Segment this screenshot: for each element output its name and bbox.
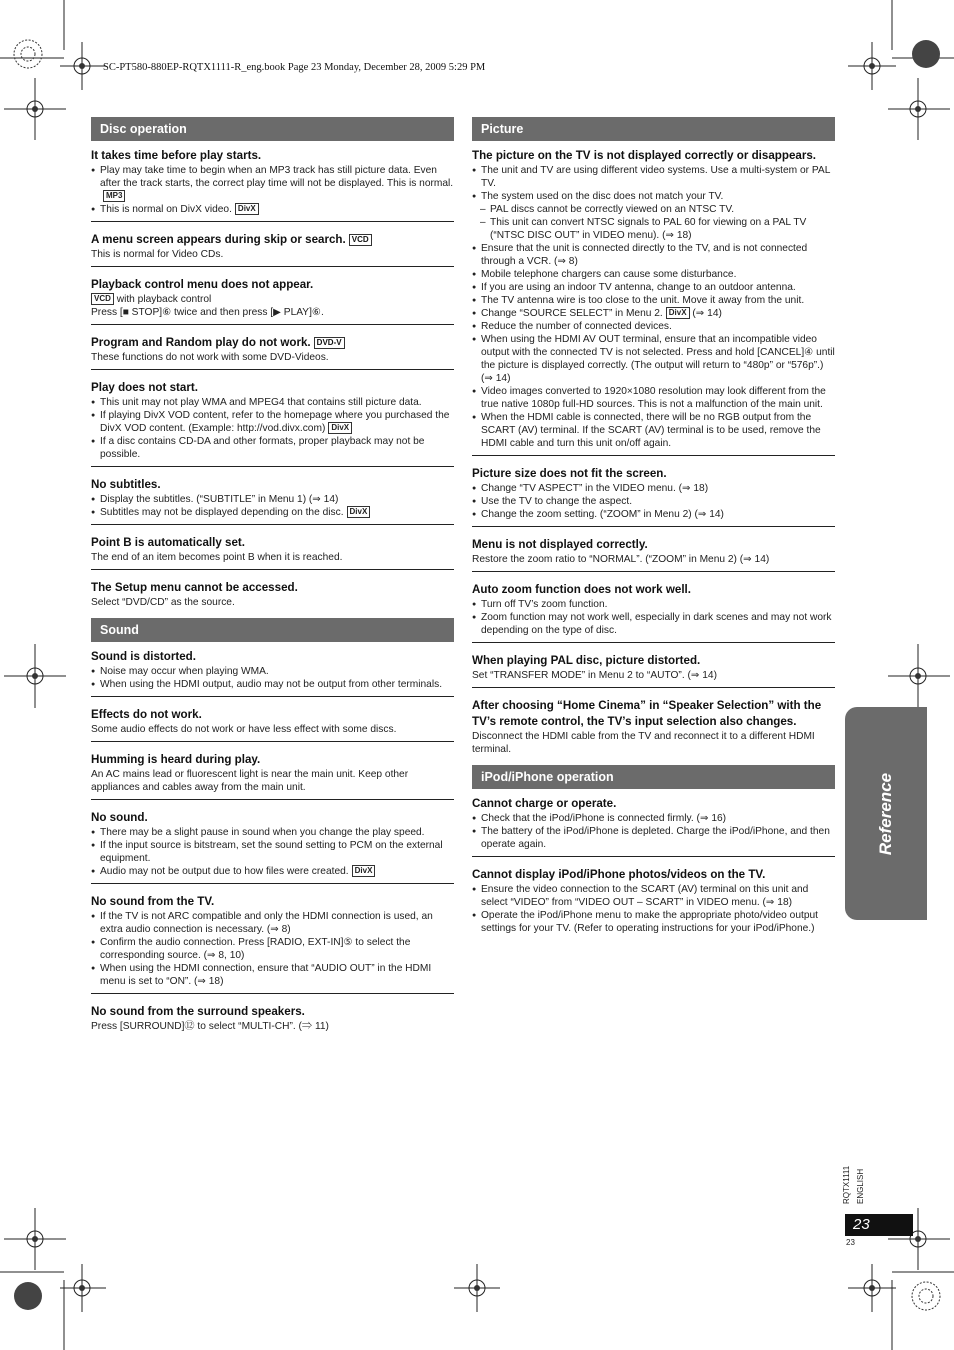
divx-tag: DivX bbox=[352, 865, 376, 877]
bullet: ● Video images converted to 1920×1080 resolution may look different from the true native 1080p full-HD sources. This is not a malfunction of the main unit. bbox=[472, 385, 835, 411]
bullet: ● When using the HDMI output, audio may not be output from other terminals. bbox=[91, 678, 454, 691]
item-title: No sound. bbox=[91, 811, 148, 824]
left-column bbox=[91, 117, 454, 1038]
item-title: Cannot charge or operate. bbox=[472, 797, 617, 810]
item-text: Press [SURROUND]⑫ to select “MULTI-CH”. (⇒ 11) bbox=[91, 1021, 329, 1032]
item-text: Select “DVD/CD” as the source. bbox=[91, 597, 235, 608]
item-title: No sound from the surround speakers. bbox=[91, 1005, 305, 1018]
bullet: ● Change “TV ASPECT” in the VIDEO menu. (⇒ 18) bbox=[472, 482, 835, 495]
trouble-item bbox=[472, 463, 835, 527]
bullet: ● Ensure the video connection to the SCART (AV) terminal on this unit and select “VIDEO” from “VIDEO OUT – SCART” in VIDEO menu. (⇒ 18) bbox=[472, 883, 835, 909]
bullet: ● Change “SOURCE SELECT” in Menu 2. DivX (⇒ 14) bbox=[472, 307, 835, 320]
dvd-v-tag: DVD-V bbox=[314, 337, 345, 349]
item-text: Press [■ STOP]⑥ twice and then press [▶ PLAY]⑥. bbox=[91, 307, 324, 318]
bullet: ● Turn off TV’s zoom function. bbox=[472, 598, 835, 611]
divx-tag: DivX bbox=[666, 307, 690, 319]
item-title: The Setup menu cannot be accessed. bbox=[91, 581, 298, 594]
trouble-item bbox=[91, 332, 454, 370]
bullet: ● When using the HDMI AV OUT terminal, ensure that an incompatible video output with the connected TV is not selected. Press and hold [CANCEL]④ until the picture is displayed correctly. (The output will return to “480p” or “576p”.) (⇒ 14) bbox=[472, 333, 835, 385]
item-title: Playback control menu does not appear. bbox=[91, 278, 314, 291]
trouble-item bbox=[91, 646, 454, 697]
section-heading-ipod-iphone-operation: iPod/iPhone operation bbox=[472, 765, 835, 789]
bullet: ● When the HDMI cable is connected, there will be no RGB output from the SCART (AV) terminal. If the SCART (AV) terminal is to be used, remove the HDMI cable and turn this unit on/off again. bbox=[472, 411, 835, 450]
bullet: ● Audio may not be output due to how files were created. DivX bbox=[91, 865, 454, 878]
divx-tag: DivX bbox=[235, 203, 259, 215]
right-column bbox=[472, 117, 835, 940]
trouble-item bbox=[472, 145, 835, 456]
item-title: A menu screen appears during skip or search. VCD bbox=[91, 232, 454, 248]
item-text: VCD with playback control bbox=[91, 293, 454, 306]
bullet: ● The battery of the iPod/iPhone is depleted. Charge the iPod/iPhone, and then operate again. bbox=[472, 825, 835, 851]
bullet: ● If you are using an indoor TV antenna, change to an outdoor antenna. bbox=[472, 281, 835, 294]
trouble-item bbox=[91, 377, 454, 467]
document-code bbox=[836, 1160, 876, 1204]
bullet: ● There may be a slight pause in sound when you change the play speed. bbox=[91, 826, 454, 839]
page-number: 23 bbox=[845, 1214, 913, 1236]
bullet: ● Play may take time to begin when an MP3 track has still picture data. Even after the track starts, the correct play time will not be displayed. This is normal.MP3 bbox=[91, 164, 454, 203]
trouble-item bbox=[472, 650, 835, 688]
trouble-item bbox=[91, 145, 454, 222]
trouble-item bbox=[91, 749, 454, 800]
trouble-item bbox=[91, 807, 454, 884]
item-title: No sound from the TV. bbox=[91, 895, 215, 908]
item-title: Auto zoom function does not work well. bbox=[472, 583, 691, 596]
mp3-tag: MP3 bbox=[103, 190, 125, 202]
trouble-item bbox=[91, 577, 454, 614]
item-text: An AC mains lead or fluorescent light is near the main unit. Keep other appliances and cables away from the main unit. bbox=[91, 769, 409, 793]
trouble-item bbox=[91, 229, 454, 267]
item-title: Point B is automatically set. bbox=[91, 536, 245, 549]
reference-side-tab bbox=[845, 707, 927, 920]
item-title: When playing PAL disc, picture distorted. bbox=[472, 654, 701, 667]
trouble-item bbox=[472, 864, 835, 940]
section-heading-sound: Sound bbox=[91, 618, 454, 642]
bullet: ● Mobile telephone chargers can cause some disturbance. bbox=[472, 268, 835, 281]
bullet: ● The unit and TV are using different video systems. Use a multi-system or PAL TV. bbox=[472, 164, 835, 190]
side-tab-label: Reference bbox=[876, 772, 895, 855]
bullet: ● This unit may not play WMA and MPEG4 that contains still picture data. bbox=[91, 396, 454, 409]
divx-tag: DivX bbox=[328, 422, 352, 434]
item-text: This is normal for Video CDs. bbox=[91, 249, 224, 260]
bullet: ● If the input source is bitstream, set the sound setting to PCM on the external equipment. bbox=[91, 839, 454, 865]
bullet: ● Use the TV to change the aspect. bbox=[472, 495, 835, 508]
trouble-item bbox=[472, 695, 835, 761]
language-label: ENGLISH bbox=[856, 1168, 865, 1204]
item-title: Play does not start. bbox=[91, 381, 198, 394]
trouble-item bbox=[91, 1001, 454, 1038]
trouble-item bbox=[91, 474, 454, 525]
item-text: Disconnect the HDMI cable from the TV and reconnect it to a different HDMI terminal. bbox=[472, 731, 815, 755]
item-text: These functions do not work with some DVD-Videos. bbox=[91, 352, 329, 363]
bullet: ● Subtitles may not be displayed depending on the disc. DivX bbox=[91, 506, 454, 519]
item-title: Effects do not work. bbox=[91, 708, 202, 721]
trouble-item bbox=[91, 532, 454, 570]
bullet: ● If the TV is not ARC compatible and only the HDMI connection is used, an extra audio connection is necessary. (⇒ 8) bbox=[91, 910, 454, 936]
page-number-small: 23 bbox=[846, 1238, 855, 1247]
trouble-item bbox=[91, 891, 454, 994]
trouble-item bbox=[91, 274, 454, 325]
bullet: ● Ensure that the unit is connected directly to the TV, and is not connected through a VCR. (⇒ 8) bbox=[472, 242, 835, 268]
vcd-tag: VCD bbox=[349, 234, 372, 246]
item-title: No subtitles. bbox=[91, 478, 161, 491]
trouble-item bbox=[91, 704, 454, 742]
item-title: The picture on the TV is not displayed correctly or disappears. bbox=[472, 149, 817, 162]
bullet: ● If playing DivX VOD content, refer to the homepage where you purchased the DivX VOD content. (Example: http://vod.divx.com) DivX bbox=[91, 409, 454, 435]
item-title: Humming is heard during play. bbox=[91, 753, 261, 766]
item-text: The end of an item becomes point B when it is reached. bbox=[91, 552, 343, 563]
item-text: Restore the zoom ratio to “NORMAL”. (“ZOOM” in Menu 2) (⇒ 14) bbox=[472, 554, 770, 565]
bullet: ● The system used on the disc does not match your TV. bbox=[472, 190, 835, 203]
trouble-item bbox=[472, 579, 835, 643]
item-title: Cannot display iPod/iPhone photos/videos on the TV. bbox=[472, 868, 766, 881]
bullet: ● Check that the iPod/iPhone is connected firmly. (⇒ 16) bbox=[472, 812, 835, 825]
sub-bullet: – This unit can convert NTSC signals to PAL 60 for viewing on a PAL TV (“NTSC DISC OUT” in VIDEO menu). (⇒ 18) bbox=[472, 216, 835, 242]
bullet: ● If a disc contains CD-DA and other formats, proper playback may not be possible. bbox=[91, 435, 454, 461]
bullet: ● Zoom function may not work well, especially in dark scenes and may not work depending on the type of disc. bbox=[472, 611, 835, 637]
bullet: ● Display the subtitles. (“SUBTITLE” in Menu 1) (⇒ 14) bbox=[91, 493, 454, 506]
section-heading-picture: Picture bbox=[472, 117, 835, 141]
item-title: Menu is not displayed correctly. bbox=[472, 538, 648, 551]
section-heading-disc-operation: Disc operation bbox=[91, 117, 454, 141]
bullet: ● Reduce the number of connected devices. bbox=[472, 320, 835, 333]
trouble-item bbox=[472, 534, 835, 572]
item-title: After choosing “Home Cinema” in “Speaker Selection” with the TV’s remote control, the TV’s input selection also changes. bbox=[472, 699, 822, 728]
item-text: Set “TRANSFER MODE” in Menu 2 to “AUTO”. (⇒ 14) bbox=[472, 670, 717, 681]
doc-code: RQTX1111 bbox=[842, 1165, 851, 1204]
divx-tag: DivX bbox=[347, 506, 371, 518]
bullet: ● Confirm the audio connection. Press [RADIO, EXT-IN]⑤ to select the corresponding source. (⇒ 8, 10) bbox=[91, 936, 454, 962]
bullet: ● The TV antenna wire is too close to the unit. Move it away from the unit. bbox=[472, 294, 835, 307]
item-title: Program and Random play do not work. DVD-V bbox=[91, 335, 454, 351]
print-header: SC-PT580-880EP-RQTX1111-R_eng.book Page 23 Monday, December 28, 2009 5:29 PM bbox=[103, 62, 486, 73]
trouble-item bbox=[472, 793, 835, 857]
bullet: ● Change the zoom setting. (“ZOOM” in Menu 2) (⇒ 14) bbox=[472, 508, 835, 521]
sub-bullet: – PAL discs cannot be correctly viewed on an NTSC TV. bbox=[472, 203, 835, 216]
bullet: ● This is normal on DivX video. DivX bbox=[91, 203, 454, 216]
item-title: Picture size does not fit the screen. bbox=[472, 467, 667, 480]
bullet: ● When using the HDMI connection, ensure that “AUDIO OUT” in the HDMI menu is set to “ON”. (⇒ 18) bbox=[91, 962, 454, 988]
item-title: Sound is distorted. bbox=[91, 650, 196, 663]
bullet: ● Operate the iPod/iPhone menu to make the appropriate photo/video output settings for your TV. (Refer to operating instructions for your iPod/iPhone.) bbox=[472, 909, 835, 935]
vcd-tag: VCD bbox=[91, 293, 114, 305]
item-text: Some audio effects do not work or have less effect with some discs. bbox=[91, 724, 397, 735]
item-title: It takes time before play starts. bbox=[91, 149, 262, 162]
bullet: ● Noise may occur when playing WMA. bbox=[91, 665, 454, 678]
